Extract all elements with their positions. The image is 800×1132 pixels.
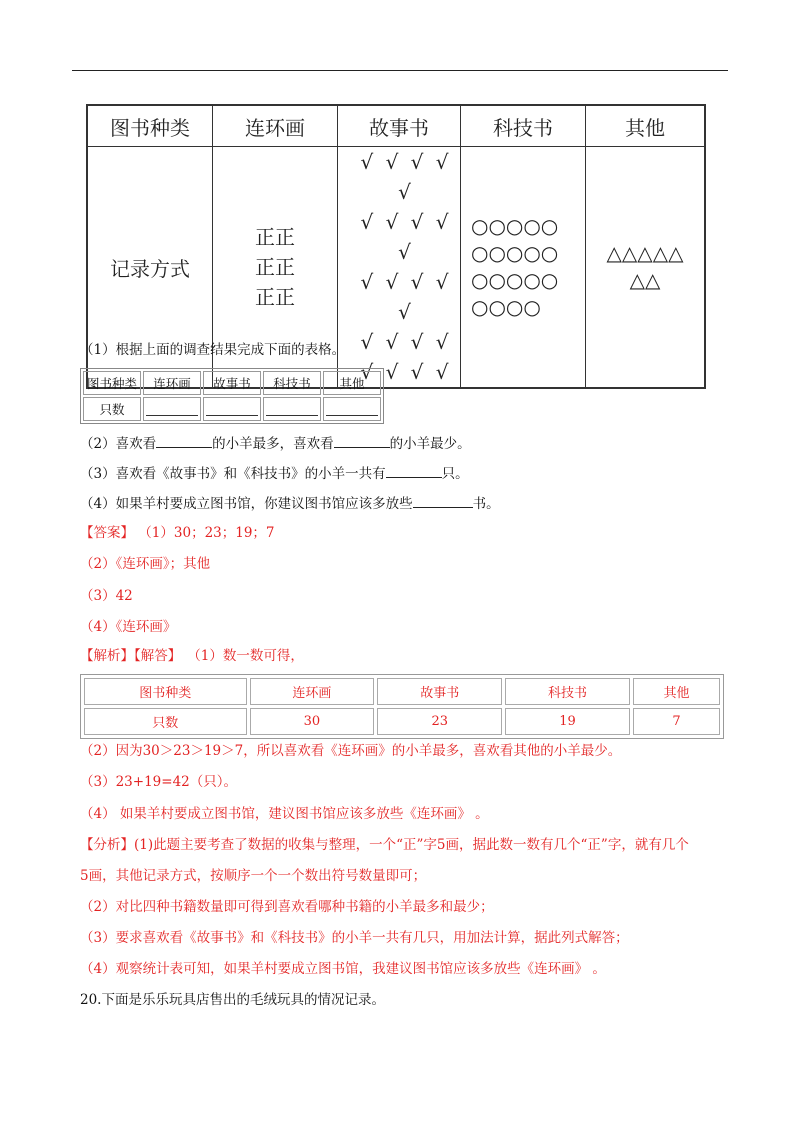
answer-table-header-row: [84, 678, 720, 705]
answer-table-header-cell: 图书种类: [84, 678, 247, 705]
next-question: 20.下面是乐乐玩具店售出的毛绒玩具的情况记录。: [80, 992, 385, 1008]
blank-table-header-row: [83, 371, 381, 395]
q3-text-b: 只。: [441, 466, 469, 482]
q2-text-a: （2）喜欢看: [80, 436, 157, 452]
triangle-line: △△△△△: [606, 241, 684, 265]
question-4: [80, 494, 500, 513]
answer-3: （3）42: [80, 588, 133, 604]
answer-table-value-cell: 只数: [84, 708, 247, 735]
analysis-step-4: （4） 如果羊村要成立图书馆，建议图书馆应该多放些《连环画》 。: [80, 806, 489, 822]
triangle-line: △△: [629, 268, 661, 292]
analysis-intro: [80, 647, 304, 665]
survey-header-row: [87, 105, 705, 147]
survey-header-cell: 故事书: [338, 105, 461, 147]
q2-text-c: 的小羊最少。: [389, 436, 471, 452]
survey-header-cell: 连环画: [213, 105, 338, 147]
solution-tag: 【解答】: [134, 648, 182, 664]
blank-table-row-label: 只数: [83, 397, 141, 421]
blank-table-header-cell: 科技书: [263, 371, 321, 395]
survey-row-label: 记录方式: [87, 147, 213, 389]
question-3: [80, 464, 469, 483]
fenxi-line-1: [80, 836, 689, 854]
fenxi-p1a: (1)此题主要考查了数据的收集与整理，一个“正”字5画，据此数一数有几个“正”字，就有几个: [134, 837, 689, 853]
answer-table-value-row: [84, 708, 720, 735]
survey-header-cell: 图书种类: [87, 105, 213, 147]
answer-blank[interactable]: [203, 397, 261, 421]
science-circle-cell: [461, 147, 586, 389]
answer-blank[interactable]: [334, 434, 390, 448]
answer-1: （1）30；23；19；7: [138, 525, 275, 541]
tick-line: √ √ √ √ √: [360, 270, 452, 324]
q4-text-a: （4）如果羊村要成立图书馆，你建议图书馆应该多放些: [80, 496, 413, 512]
survey-header-cell: 其他: [586, 105, 706, 147]
story-tick-cell: [338, 147, 461, 389]
tick-line: √ √ √ √ √: [360, 150, 452, 204]
header-rule: [72, 70, 728, 71]
analysis-intro-text: （1）数一数可得，: [187, 648, 304, 664]
blank-table-value-row: [83, 397, 381, 421]
circle-line: ○○○○: [471, 295, 541, 319]
analysis-tag: 【解析】: [80, 648, 134, 664]
tally-line: 正正: [255, 225, 295, 249]
answer-line-1: [80, 524, 275, 542]
answer-4: （4）《连环画》: [80, 619, 177, 635]
fenxi-line-4: （3）要求喜欢看《故事书》和《科技书》的小羊一共有几只，用加法计算，据此列式解答；: [80, 930, 629, 946]
blank-count-table: [80, 368, 384, 424]
answer-table-header-cell: 其他: [633, 678, 720, 705]
q3-text-a: （3）喜欢看《故事书》和《科技书》的小羊一共有: [80, 466, 386, 482]
tally-line: 正正: [255, 285, 295, 309]
answer-blank[interactable]: [263, 397, 321, 421]
question-2: [80, 434, 471, 453]
tick-line: √ √ √ √: [360, 360, 452, 384]
answer-table-header-cell: 故事书: [377, 678, 502, 705]
tick-line: √ √ √ √: [360, 330, 452, 354]
answer-tag: 【答案】: [80, 525, 134, 541]
analysis-step-3: （3）23+19=42（只）。: [80, 774, 237, 790]
answer-table-value-cell: 30: [250, 708, 375, 735]
analysis-step-2: （2）因为30＞23＞19＞7，所以喜欢看《连环画》的小羊最多，喜欢看其他的小羊最少。: [80, 743, 622, 759]
question-1: （1）根据上面的调查结果完成下面的表格。: [80, 342, 346, 358]
circle-line: ○○○○○: [471, 214, 559, 238]
answer-blank[interactable]: [386, 464, 442, 478]
answer-table-value-cell: 23: [377, 708, 502, 735]
answer-blank[interactable]: [156, 434, 212, 448]
circle-line: ○○○○○: [471, 241, 559, 265]
tally-line: 正正: [255, 255, 295, 279]
answer-count-table: [80, 674, 724, 739]
q4-text-b: 书。: [472, 496, 500, 512]
blank-table-header-cell: 连环画: [143, 371, 201, 395]
fenxi-tag: 【分析】: [80, 837, 134, 853]
tick-line: √ √ √ √ √: [360, 210, 452, 264]
answer-blank[interactable]: [143, 397, 201, 421]
blank-table-header-cell: 图书种类: [83, 371, 141, 395]
answer-table-header-cell: 科技书: [505, 678, 630, 705]
answer-table-value-cell: 7: [633, 708, 720, 735]
answer-2: （2）《连环画》；其他: [80, 556, 211, 572]
answer-blank[interactable]: [323, 397, 381, 421]
survey-header-cell: 科技书: [461, 105, 586, 147]
fenxi-line-5: （4）观察统计表可知，如果羊村要成立图书馆，我建议图书馆应该多放些《连环画》 。: [80, 961, 606, 977]
fenxi-line-2: 5画，其他记录方式，按顺序一个一个数出符号数量即可；: [80, 868, 427, 884]
circle-line: ○○○○○: [471, 268, 559, 292]
blank-table-header-cell: 故事书: [203, 371, 261, 395]
q2-text-b: 的小羊最多，喜欢看: [212, 436, 334, 452]
answer-table-value-cell: 19: [505, 708, 630, 735]
blank-table-header-cell: 其他: [323, 371, 381, 395]
answer-blank[interactable]: [413, 494, 473, 508]
other-triangle-cell: [586, 147, 706, 389]
fenxi-line-3: （2）对比四种书籍数量即可得到喜欢看哪种书籍的小羊最多和最少；: [80, 899, 494, 915]
answer-table-header-cell: 连环画: [250, 678, 375, 705]
